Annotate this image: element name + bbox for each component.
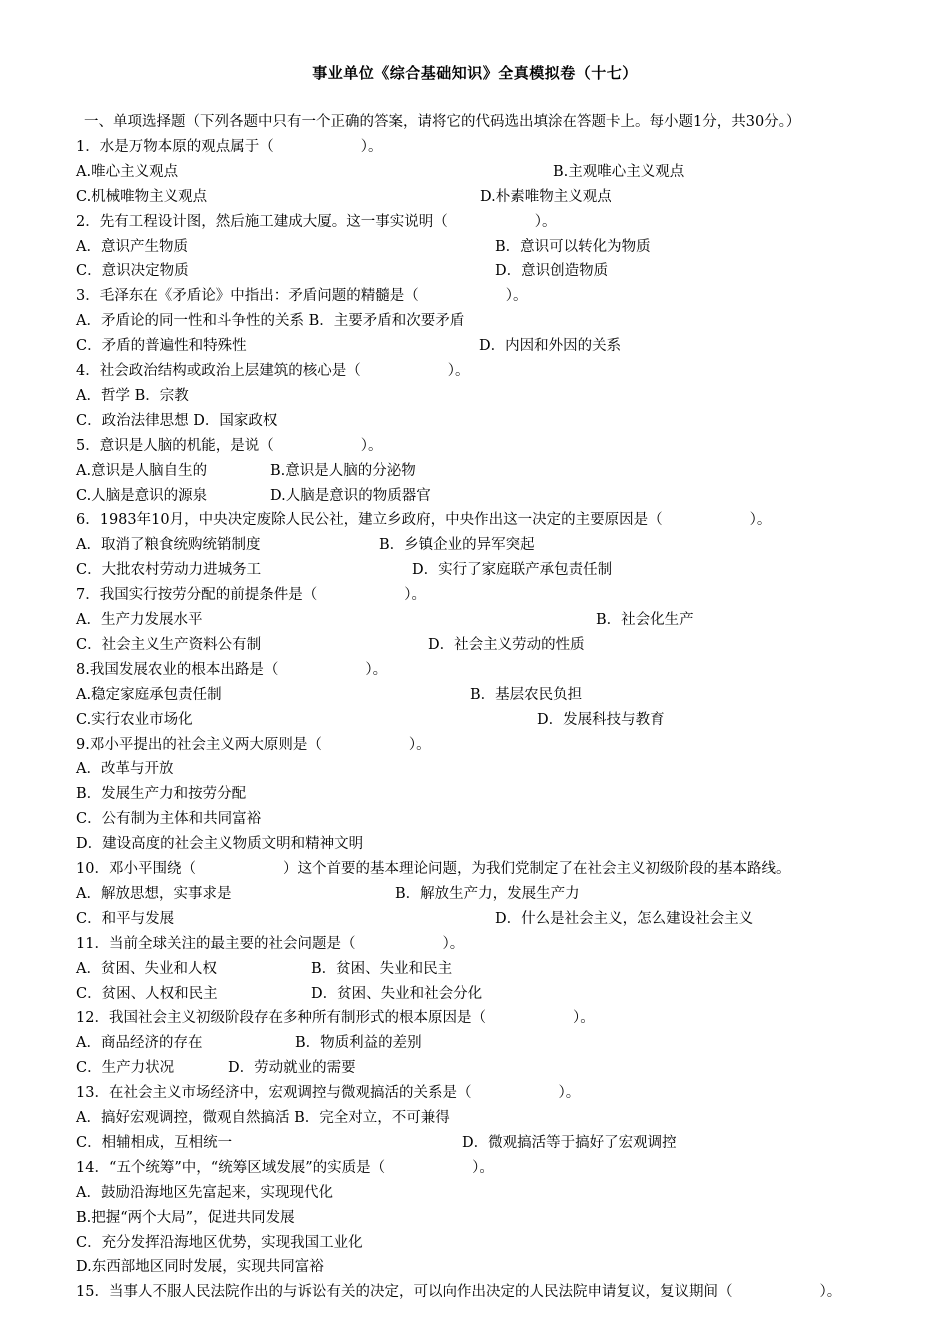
question-text: 13．在社会主义市场经济中，宏观调控与微观搞活的关系是（ ）。 [76,1085,581,1102]
option-text: C．大批农村劳动力进城务工 [76,562,262,579]
option-text: A．生产力发展水平 [76,612,203,628]
option-text: D．什么是社会主义，怎么建设社会主义 [495,910,754,927]
option-text: A．意识产生物质 [76,238,188,255]
option-text: B．发展生产力和按劳分配 [76,786,247,803]
option-row [0,1056,950,1080]
option-text: D．实行了家庭联产承包责任制 [412,562,613,579]
option-row [0,459,950,483]
option-text: C．生产力状况 [76,1060,175,1077]
option-row [0,633,950,657]
question-stem [0,284,950,308]
option-text: A．解放思想，实事求是 [76,885,232,902]
option-text: C.机械唯物主义观点 [76,188,208,205]
option-text: C．和平与发展 [76,910,175,927]
page-title: 事业单位《综合基础知识》全真模拟卷（十七） [312,64,638,82]
option-text: B．解放生产力，发展生产力 [395,885,580,902]
question-stem [0,1156,950,1180]
option-text: D．建设高度的社会主义物质文明和精神文明 [76,836,364,853]
question-text: 10．邓小平围绕（ ）这个首要的基本理论问题，为我们党制定了在社会主义初级阶段的基本路线。 [76,861,791,877]
option-row [0,708,950,732]
option-row [0,1131,950,1155]
option-text: A．鼓励沿海地区先富起来，实现现代化 [76,1184,333,1201]
option-text: D．社会主义劳动的性质 [428,636,585,653]
question-stem [0,210,950,234]
option-text: D.东西部地区同时发展，实现共同富裕 [76,1259,324,1276]
question-stem [0,1280,950,1304]
option-row [0,957,950,981]
option-text: A.唯心主义观点 [76,163,179,180]
option-row [0,882,950,906]
option-text: B.意识是人脑的分泌物 [270,462,416,479]
option-text: A．搞好宏观调控，微观自然搞活 B．完全对立，不可兼得 [76,1110,450,1126]
question-stem [0,1081,950,1105]
question-text: 7．我国实行按劳分配的前提条件是（ ）。 [76,587,426,604]
question-stem [0,733,950,757]
option-text: C．社会主义生产资料公有制 [76,636,262,653]
option-text: C．意识决定物质 [76,263,189,280]
option-text: B.主观唯心主义观点 [553,163,685,180]
option-row [0,1181,950,1205]
option-row [0,558,950,582]
option-text: B．社会化生产 [596,612,694,628]
option-row [0,409,950,433]
section-heading-text: 一、单项选择题（下列各题中只有一个正确的答案，请将它的代码选出填涂在答题卡上。每小题1分，共30分。） [84,114,801,130]
option-text: C．政治法律思想 D．国家政权 [76,412,278,429]
option-row [0,1255,950,1279]
option-text: A.稳定家庭承包责任制 [76,686,222,703]
question-text: 3．毛泽东在《矛盾论》中指出：矛盾问题的精髓是（ ）。 [76,288,528,305]
question-stem [0,359,950,383]
option-row [0,259,950,283]
option-row [0,832,950,856]
option-text: B．基层农民负担 [470,686,583,703]
question-stem [0,135,950,159]
question-stem [0,932,950,956]
option-text: C.人脑是意识的源泉 [76,487,208,504]
section-heading [0,110,950,134]
option-text: D．内因和外因的关系 [479,338,622,355]
option-text: A．商品经济的存在 [76,1035,203,1052]
option-text: D.人脑是意识的物质器官 [270,487,431,504]
question-text: 11．当前全球关注的最主要的社会问题是（ ）。 [76,935,465,952]
question-stem [0,583,950,607]
option-text: B．物质利益的差别 [295,1035,422,1052]
option-row [0,807,950,831]
option-text: B.把握“两个大局”，促进共同发展 [76,1209,295,1226]
question-text: 12．我国社会主义初级阶段存在多种所有制形式的根本原因是（ ）。 [76,1010,595,1027]
option-row [0,782,950,806]
option-row [0,235,950,259]
option-row [0,1231,950,1255]
option-text: A．改革与开放 [76,761,174,778]
option-text: D．微观搞活等于搞好了宏观调控 [462,1134,677,1151]
option-row [0,608,950,632]
option-text: A．取消了粮食统购统销制度 [76,537,261,554]
question-text: 4．社会政治结构或政治上层建筑的核心是（ ）。 [76,363,470,379]
option-text: D.朴素唯物主义观点 [480,188,612,205]
question-text: 14．“五个统筹”中，“统筹区域发展”的实质是（ ）。 [76,1159,494,1176]
option-row [0,1206,950,1230]
option-text: C．公有制为主体和共同富裕 [76,811,262,828]
option-row [0,1106,950,1130]
option-row [0,309,950,333]
option-text: A.意识是人脑自生的 [76,462,208,479]
question-text: 1．水是万物本原的观点属于（ ）。 [76,138,383,155]
option-text: D．劳动就业的需要 [228,1060,356,1077]
option-row [0,185,950,209]
question-stem [0,1006,950,1030]
option-row [0,1031,950,1055]
question-text: 5．意识是人脑的机能，是说（ ）。 [76,437,383,454]
question-text: 6．1983年10月，中央决定废除人民公社，建立乡政府，中央作出这一决定的主要原因是（ ）。 [76,512,772,529]
option-text: B．意识可以转化为物质 [495,238,651,255]
option-text: D．意识创造物质 [495,263,609,280]
option-text: B．乡镇企业的异军突起 [379,537,535,554]
option-text: C.实行农业市场化 [76,711,193,728]
option-text: A．贫困、失业和人权 [76,960,217,977]
option-text: C．相辅相成，互相统一 [76,1134,233,1151]
question-stem [0,658,950,682]
option-text: C．贫困、人权和民主 [76,985,218,1002]
option-text: B．贫困、失业和民主 [311,960,453,977]
option-row [0,334,950,358]
option-row [0,484,950,508]
option-row [0,757,950,781]
option-text: C．充分发挥沿海地区优势，实现我国工业化 [76,1234,363,1251]
option-text: A．哲学 B．宗教 [76,387,189,404]
option-row [0,907,950,931]
question-text: 15．当事人不服人民法院作出的与诉讼有关的决定，可以向作出决定的人民法院申请复议，复议期间（ ）。 [76,1284,842,1301]
question-stem [0,857,950,881]
question-text: 8.我国发展农业的根本出路是（ ）。 [76,661,388,678]
option-text: A．矛盾论的同一性和斗争性的关系 B．主要矛盾和次要矛盾 [76,313,465,330]
option-row [0,683,950,707]
question-stem [0,434,950,458]
question-text: 2．先有工程设计图，然后施工建成大厦。这一事实说明（ ）。 [76,213,557,230]
question-stem [0,508,950,532]
option-row [0,982,950,1006]
option-text: D．贫困、失业和社会分化 [311,985,483,1002]
option-text: D．发展科技与教育 [537,711,665,728]
option-row [0,384,950,408]
option-row [0,533,950,557]
option-row [0,160,950,184]
question-text: 9.邓小平提出的社会主义两大原则是（ ）。 [76,736,431,753]
option-text: C．矛盾的普遍性和特殊性 [76,338,247,355]
